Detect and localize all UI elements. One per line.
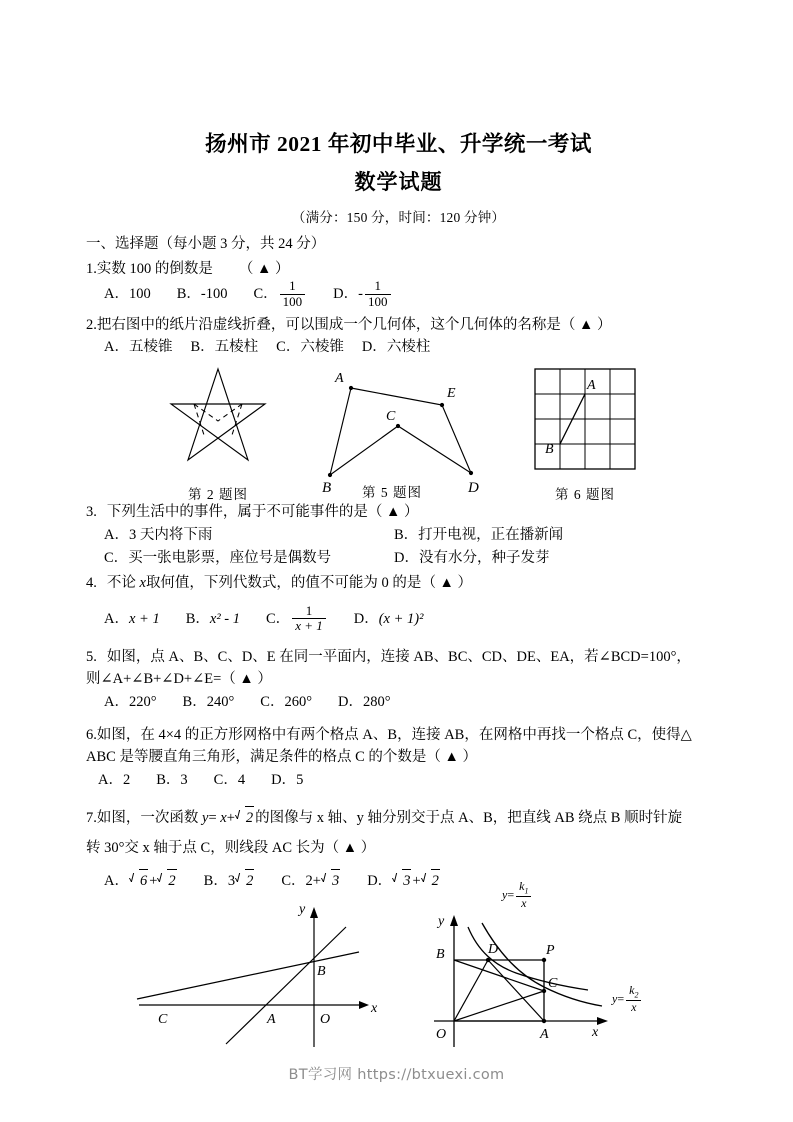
figure-q2-star-svg <box>148 363 288 481</box>
question-3-options-row-2 <box>86 547 711 570</box>
vertex-b-label: B <box>322 480 332 497</box>
y-axis-arrow <box>310 907 318 918</box>
option-5b <box>183 691 235 714</box>
question-7-stem-line-1 <box>86 806 711 829</box>
point-a-dot <box>542 1019 546 1023</box>
option-6c <box>214 769 245 792</box>
option-5d-label: D． <box>338 693 363 710</box>
vertex-c-dot <box>396 424 400 428</box>
option-7d-radicand-2: 2 <box>431 869 440 893</box>
option-6a <box>98 769 130 792</box>
option-5c <box>260 691 312 714</box>
point-b-label: B <box>317 964 326 980</box>
page-title: 扬州市 2021 年初中毕业、升学统一考试 <box>205 132 592 156</box>
curve-k2-subscript: 2 <box>634 990 639 1000</box>
curve-k1-subscript: 1 <box>524 886 529 896</box>
option-7a-label: A． <box>104 872 129 889</box>
figure-q7-left <box>131 899 391 1047</box>
question-6-text-2: ABC 是等腰直角三角形，满足条件的格点 C 的个数是 <box>86 749 427 766</box>
option-2a-text: 五棱锥 <box>128 339 173 355</box>
curve-k2-fraction <box>626 984 641 1014</box>
option-7c-label: C． <box>281 872 306 889</box>
option-7b-label: B． <box>203 872 228 889</box>
question-3-marker: （ ▲ ） <box>367 504 419 521</box>
question-4 <box>86 572 711 634</box>
curve-k1-y: y <box>502 887 508 902</box>
question-7-options <box>86 869 711 896</box>
curve-k2-y: y <box>612 991 618 1006</box>
option-1a-text: 100 <box>128 286 151 303</box>
option-3c-text: 买一张电影票，座位号是偶数号 <box>128 549 332 566</box>
option-5a-text: 220° <box>128 693 157 710</box>
vertex-e-label: E <box>447 386 456 402</box>
option-1b-label: B． <box>176 286 201 303</box>
option-4c <box>266 602 328 634</box>
option-7d-radical-2 <box>422 869 440 893</box>
option-4b-text: x² - 1 <box>209 610 241 627</box>
option-1d-fraction <box>365 279 391 308</box>
grid-point-b-label: B <box>545 442 554 458</box>
option-3b <box>394 524 563 547</box>
option-2c-label: C． <box>276 339 301 355</box>
option-7d-operator: + <box>412 872 421 889</box>
option-7d-radical-1 <box>393 869 411 893</box>
segment-da <box>488 960 544 1021</box>
question-1 <box>86 258 711 310</box>
y-axis-arrow-2 <box>450 915 458 926</box>
question-7 <box>86 806 711 896</box>
option-7c-operator: + <box>312 872 321 889</box>
curve-k1-equation <box>502 881 533 911</box>
question-5 <box>86 646 711 714</box>
option-2c <box>276 336 344 359</box>
option-4c-fraction <box>292 604 326 633</box>
question-5-text-2: 则∠A+∠B+∠D+∠E= <box>86 671 222 688</box>
question-7-text-1: 如图，一次函数 <box>96 809 199 826</box>
question-2-number: 2. <box>86 316 97 333</box>
point-d-dot <box>486 958 490 962</box>
page-content <box>86 128 711 1049</box>
option-1c-denominator: 100 <box>280 294 306 309</box>
option-7a-operator: + <box>149 872 158 889</box>
option-1d-numerator: 1 <box>374 278 381 294</box>
figure-q6 <box>529 363 641 503</box>
option-5d-text: 280° <box>363 693 391 710</box>
figure-q6-caption: 第 6 题图 <box>555 487 615 503</box>
origin-label-2: O <box>436 1027 447 1043</box>
option-5a <box>104 691 157 714</box>
option-5c-text: 260° <box>284 693 313 710</box>
option-3a <box>104 524 394 547</box>
curve-k1-numerator: $k_1$ <box>519 879 529 896</box>
option-6b-text: 3 <box>180 771 188 788</box>
question-6-options <box>86 769 711 792</box>
question-5-stem-line-1 <box>86 646 711 668</box>
point-b-label-2: B <box>436 947 445 963</box>
option-5c-label: C． <box>260 693 285 710</box>
option-3b-text: 打开电视，正在播新闻 <box>418 526 564 543</box>
question-6-number: 6. <box>86 726 97 743</box>
option-4a-text: x + 1 <box>128 610 160 627</box>
option-6a-text: 2 <box>122 771 131 788</box>
vertex-a-dot <box>349 386 353 390</box>
curve-k1-eq: = <box>507 887 515 902</box>
question-4-number: 4. <box>86 575 97 592</box>
option-7a-radical-1 <box>130 869 148 893</box>
option-4a-label: A． <box>104 610 129 627</box>
question-2-stem <box>86 314 711 336</box>
option-7c-radicand: 3 <box>331 869 340 893</box>
point-c-label: C <box>158 1012 168 1028</box>
option-1b <box>177 283 228 306</box>
question-7-fn-eq: = <box>208 809 217 826</box>
question-1-text: 实数 100 的倒数是 <box>96 261 213 277</box>
option-6b <box>156 769 187 792</box>
option-7d <box>367 869 441 893</box>
question-6-text-1: 如图，在 4×4 的正方形网格中有两个格点 A、B，连接 AB，在网格中再找一个格点 C，使得△ <box>96 726 692 743</box>
option-7b-coefficient: 3 <box>227 872 236 889</box>
x-axis-label: x <box>371 1001 378 1017</box>
figure-q7-right <box>416 879 696 1047</box>
figure-q2-caption: 第 2 题图 <box>188 487 248 503</box>
option-7c-radical <box>322 869 340 893</box>
question-5-text-1: 如图，点 A、B、C、D、E 在同一平面内，连接 AB、BC、CD、DE、EA，若∠BCD=100°， <box>106 648 691 665</box>
option-2a <box>104 336 172 359</box>
x-axis-label-2: x <box>592 1025 599 1041</box>
option-2b-label: B． <box>190 339 215 355</box>
y-axis-label-2: y <box>438 914 445 930</box>
question-7-text-2: 的图像与 x 轴、y 轴分别交于点 A、B，把直线 AB 绕点 B 顺时针旋 <box>255 809 683 826</box>
option-6c-text: 4 <box>237 771 246 788</box>
question-3-stem <box>86 501 711 523</box>
question-7-text-3: 转 30°交 x 轴于点 C，则线段 AC 长为 <box>86 840 325 857</box>
star-outline <box>171 369 265 460</box>
question-3 <box>86 501 711 570</box>
question-7-marker: （ ▲ ） <box>324 840 376 857</box>
option-3c <box>104 547 394 570</box>
figure-q7-left-svg <box>131 899 391 1047</box>
question-5-stem-line-2 <box>86 668 711 690</box>
figure-q5-caption: 第 5 题图 <box>362 485 422 501</box>
option-2d <box>362 336 430 359</box>
y-axis-label: y <box>299 902 306 918</box>
question-2-options <box>86 336 711 359</box>
option-1d-label: D． <box>333 286 359 303</box>
point-a-label: A <box>267 1012 276 1028</box>
option-3d-text: 没有水分，种子发芽 <box>418 549 550 566</box>
question-7-fn-x: x <box>220 809 227 826</box>
question-4-text-b: 取何值，下列代数式，的值不可能为 0 的是 <box>145 575 422 592</box>
option-4c-denominator: x + 1 <box>292 618 326 633</box>
question-4-text-a: 不论 <box>106 575 136 592</box>
question-4-stem <box>86 572 711 594</box>
figure-row-top <box>86 363 711 501</box>
question-2-text: 把右图中的纸片沿虚线折叠，可以围成一个几何体，这个几何体的名称是 <box>96 316 561 333</box>
star-fold-line-left <box>194 404 204 435</box>
curve-k2-denominator: x <box>626 1000 641 1014</box>
point-p-label: P <box>546 943 555 959</box>
option-3d <box>394 547 549 570</box>
question-7-fn-y: y <box>202 809 209 826</box>
option-6a-label: A． <box>98 771 123 788</box>
vertex-d-dot <box>469 471 473 475</box>
option-2d-label: D． <box>361 339 387 355</box>
question-6-marker: （ ▲ ） <box>426 749 477 766</box>
option-2c-text: 六棱锥 <box>300 339 344 355</box>
question-4-variable: x <box>139 575 146 592</box>
section-heading: 一、选择题（每小题 3 分，共 24 分） <box>86 236 326 253</box>
curve-k1-denominator: x <box>516 896 531 910</box>
option-3c-label: C． <box>104 549 129 566</box>
option-4d <box>354 605 424 634</box>
x-axis-arrow-2 <box>597 1017 608 1025</box>
question-6-stem-line-2 <box>86 746 711 768</box>
option-1d-sign: - <box>358 286 363 303</box>
line-ab-original <box>137 952 359 999</box>
option-1a <box>104 283 151 306</box>
point-c-label-2: C <box>548 976 558 992</box>
figure-q5-polygon-svg <box>308 363 488 481</box>
point-p-dot <box>542 958 546 962</box>
option-4d-label: D． <box>353 610 379 627</box>
question-5-number: 5. <box>86 648 97 665</box>
option-1d <box>333 280 392 309</box>
option-6d <box>271 769 303 792</box>
footer-watermark: BT学习网 https://btxuexi.com <box>288 1067 505 1083</box>
polygon-abcde <box>330 388 471 475</box>
curve-k1-fraction <box>516 880 531 910</box>
vertex-b-dot <box>328 473 332 477</box>
curve-k1 <box>468 927 588 990</box>
option-5d <box>338 691 391 714</box>
option-7a-radicand-2: 2 <box>167 869 176 893</box>
question-3-text: 下列生活中的事件，属于不可能事件的是 <box>106 504 368 521</box>
option-4c-numerator: 1 <box>305 602 313 618</box>
option-4c-label: C． <box>266 610 291 627</box>
figure-q5 <box>308 363 488 499</box>
option-5b-text: 240° <box>206 693 235 710</box>
option-1c-label: C． <box>253 286 278 303</box>
option-7d-label: D． <box>367 872 393 889</box>
option-7c-coefficient: 2 <box>305 872 313 889</box>
option-6b-label: B． <box>156 771 181 788</box>
option-4d-text: (x + 1)² <box>378 610 424 627</box>
option-1d-denominator: 100 <box>365 294 391 309</box>
star-fold-line-right <box>232 404 242 435</box>
point-a-label-2: A <box>540 1027 549 1043</box>
question-5-marker: （ ▲ ） <box>221 671 272 688</box>
point-c-dot <box>542 989 546 993</box>
option-5a-label: A． <box>104 693 129 710</box>
vertex-c-label: C <box>386 409 396 425</box>
question-6 <box>86 724 711 792</box>
option-3b-label: B． <box>394 526 419 543</box>
question-1-options <box>86 280 711 309</box>
option-2b <box>190 336 258 359</box>
question-5-options <box>86 691 711 714</box>
option-1c-numerator: 1 <box>289 278 296 294</box>
option-7a-radicand-1: 6 <box>139 869 148 893</box>
option-1b-text: -100 <box>200 286 228 303</box>
option-1c <box>254 280 308 309</box>
option-2d-text: 六棱柱 <box>386 339 431 355</box>
curve-k2-numerator: $k_2$ <box>629 983 639 1000</box>
option-7b-radical <box>236 869 254 893</box>
page-subtitle: 数学试题 <box>354 170 443 195</box>
point-d-label: D <box>488 942 499 958</box>
option-7b-radicand: 2 <box>245 869 254 893</box>
curve-k2-eq: = <box>617 991 625 1006</box>
question-1-stem <box>86 258 711 280</box>
question-3-number: 3. <box>86 504 97 521</box>
figure-q6-grid-svg <box>529 363 641 481</box>
question-2 <box>86 314 711 360</box>
curve-k2-equation <box>612 985 643 1015</box>
vertex-e-dot <box>440 403 444 407</box>
figure-row-bottom <box>86 879 711 1049</box>
option-6d-text: 5 <box>296 771 304 788</box>
option-3d-label: D． <box>394 549 419 566</box>
option-7a <box>104 869 178 893</box>
option-5b-label: B． <box>182 693 207 710</box>
option-1c-fraction <box>280 279 306 308</box>
question-4-options <box>86 602 711 634</box>
option-3a-text: 3 天内将下雨 <box>128 526 213 543</box>
option-6c-label: C． <box>213 771 238 788</box>
question-7-radicand: 2 <box>245 806 254 829</box>
question-2-marker: （ ▲ ） <box>560 316 612 333</box>
vertex-d-label: D <box>468 480 479 497</box>
question-3-options-row-1 <box>86 524 711 547</box>
option-4a <box>104 605 160 634</box>
question-7-stem-line-2 <box>86 837 711 859</box>
option-7c <box>281 869 341 893</box>
option-3a-label: A． <box>104 526 129 543</box>
grid-point-a-label: A <box>587 378 596 394</box>
origin-label: O <box>320 1012 331 1028</box>
question-7-number: 7. <box>86 809 97 826</box>
option-2a-label: A． <box>104 339 129 355</box>
figure-q5-caption-row <box>308 481 488 499</box>
option-7a-radical-2 <box>158 869 176 893</box>
option-6d-label: D． <box>271 771 297 788</box>
option-7d-radicand-1: 3 <box>402 869 411 893</box>
exam-meta: （满分：150 分，时间：120 分钟） <box>291 210 506 226</box>
option-1a-label: A． <box>104 286 129 303</box>
figure-q2 <box>148 363 288 503</box>
figure-q7-right-svg <box>416 899 696 1047</box>
vertex-a-label: A <box>335 371 344 387</box>
option-7b <box>204 869 256 893</box>
question-1-marker: （ ▲ ） <box>238 261 290 277</box>
option-4b-label: B． <box>185 610 210 627</box>
option-4b <box>186 605 240 634</box>
curve-k2 <box>482 923 602 1006</box>
question-6-stem-line-1 <box>86 724 711 746</box>
question-1-number: 1. <box>86 261 97 277</box>
x-axis-arrow <box>359 1001 369 1009</box>
question-4-marker: （ ▲ ） <box>421 575 473 592</box>
question-7-fn-plus: + <box>226 809 235 826</box>
question-7-radical <box>236 806 254 829</box>
option-2b-text: 五棱柱 <box>214 339 259 355</box>
